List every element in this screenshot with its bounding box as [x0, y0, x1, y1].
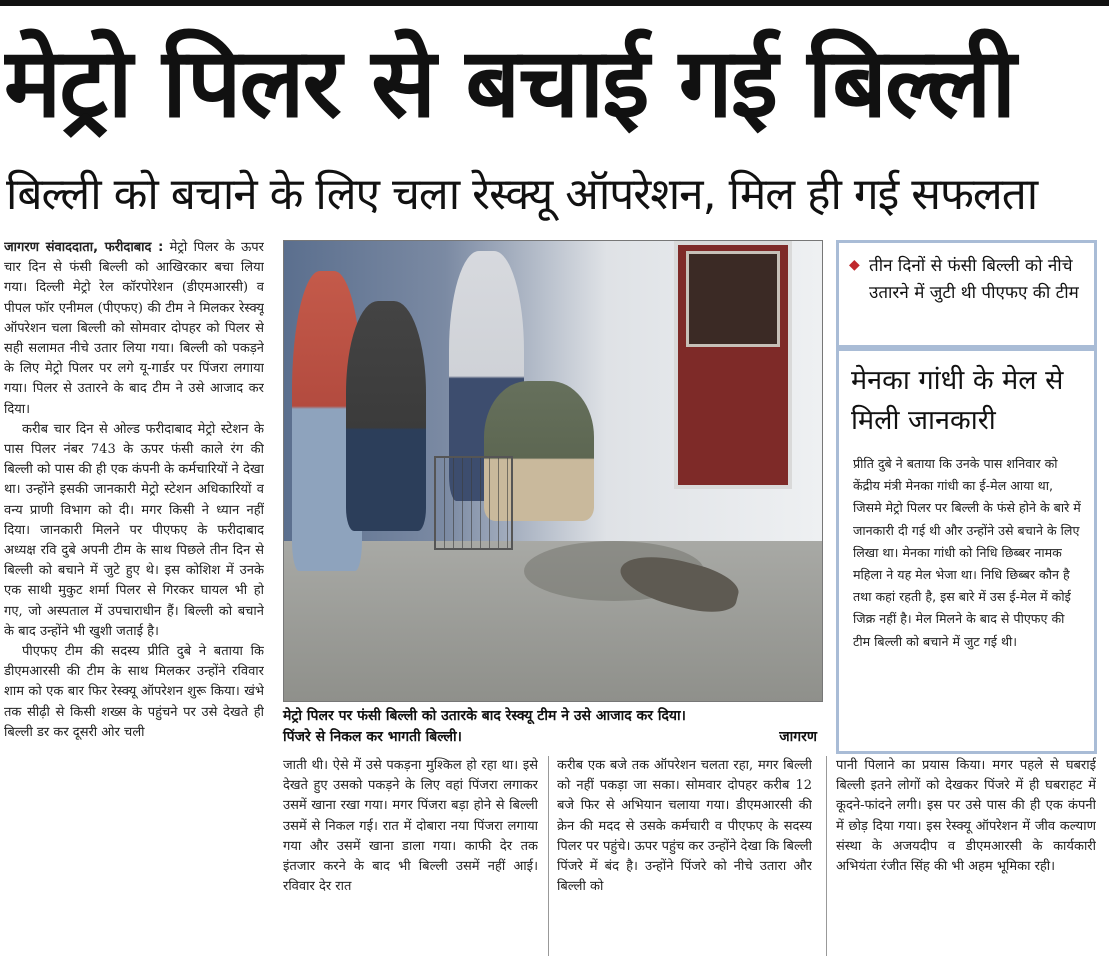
column-2-text: जाती थी। ऐसे में उसे पकड़ना मुश्किल हो रहा था। इसे देखते हुए उसको पकड़ने के लिए वहां पिंजरा लगाकर उसमें खाना रखा गया। मगर पिंजरा बड़ा होने से बिल्ली उसमें से निकल गई। रात में दोबारा नया पिंजरा लगाया गया और उसमें खाना डाला गया। काफी देर तक इंतजार करने के बाद भी बिल्ली उसमें नहीं आई। रविवार देर रात	[283, 758, 538, 895]
diamond-bullet-icon: ◆	[849, 257, 860, 273]
paragraph-3: पीएफए टीम की सदस्य प्रीति दुबे ने बताया कि डीएमआरसी की टीम के साथ मिलकर उन्होंने रविवार शाम को एक बार फिर रेस्क्यू ऑपरेशन शुरू किया। खंभे तक सीढ़ी से किसी शख्स के पहुंचने पर उसे देखते ही बिल्ली डर कर दूसरी ओर चली	[4, 644, 264, 740]
article-column-4	[836, 756, 1096, 961]
news-photo	[283, 240, 823, 702]
article-column-1	[4, 238, 264, 960]
photo-credit: जागरण	[779, 729, 817, 745]
column-4-text: पानी पिलाने का प्रयास किया। मगर पहले से घबराई बिल्ली इतने लोगों को देखकर पिंजरे में ही घबराहट में कूदने-फांदने लगी। इस पर उसे पास की ही एक कंपनी में छोड़ दिया गया। इस रेस्क्यू ऑपरेशन में जीव कल्याण संस्था के अजयदीप व डीएमआरसी के कार्यकारी अभियंता रंजीत सिंह की भी अहम भूमिका रही।	[836, 758, 1096, 875]
caption-line-2: पिंजरे से निकल कर भागती बिल्ली।	[283, 729, 462, 745]
column-divider	[826, 756, 827, 956]
photo-person-cap	[346, 301, 426, 531]
top-rule	[0, 0, 1109, 6]
paragraph-2: करीब चार दिन से ओल्ड फरीदाबाद मेट्रो स्टेशन के पास पिलर नंबर 743 के ऊपर फंसी काले रंग की बिल्ली को पास की ही एक कंपनी के कर्मचारियों ने देखा था। उन्होंने इसकी जानकारी मेट्रो स्टेशन अधिकारियों व वन्य प्राणी विभाग को दी। मगर किसी ने ध्यान नहीं दिया। जानकारी मिलने पर पीएफए के फरीदाबाद अध्यक्ष रवि दुबे अपनी टीम के साथ पिछले तीन दिन से बिल्ली को बचाने में जुटे हुए थे। इस कोशिश में उनके एक साथी मुकुट शर्मा पिलर से गिरकर घायल भी हो गए, जो अस्पताल में उपचाराधीन हैं। बिल्ली को बचाने के बाद उन्होंने भी खुशी जताई है।	[4, 421, 264, 639]
byline: जागरण संवाददाता, फरीदाबाद :	[4, 240, 164, 255]
sidebar-title: मेनका गांधी के मेल से मिली जानकारी	[851, 365, 1064, 436]
article-column-2	[283, 756, 538, 961]
photo-door-window	[686, 251, 780, 347]
column-3-text: करीब एक बजे तक ऑपरेशन चलता रहा, मगर बिल्ली को नहीं पकड़ा जा सका। सोमवार दोपहर करीब 12 बजे फिर से अभियान चलाया गया। डीएमआरसी की क्रेन की मदद से उसके कर्मचारी व पीएफए के सदस्य पिलर पर पहुंचे। ऊपर पहुंच कर उन्होंने देखा कि बिल्ली पिंजरे में बंद है। उन्होंने पिंजरे को नीचे उतारा और बिल्ली को	[557, 758, 812, 895]
headline: मेट्रो पिलर से बचाई गई बिल्ली	[4, 27, 1015, 139]
photo-caption	[283, 706, 821, 752]
highlight-text: तीन दिनों से फंसी बिल्ली को नीचे उतारने में जुटी थी पीएफए की टीम	[869, 256, 1079, 303]
photo-cage	[434, 456, 513, 550]
paragraph-1: मेट्रो पिलर के ऊपर चार दिन से फंसी बिल्ली को आखिरकार बचा लिया गया। दिल्ली मेट्रो रेल कॉरपोरेशन (डीएमआरसी) व पीपल फॉर एनीमल (पीएफए) की टीम ने मिलकर रेस्क्यू ऑपरेशन चला बिल्ली को सोमवार दोपहर को पिलर से सही सलामत नीचे उतार लिया गया। बिल्ली को पकड़ने के लिए मेट्रो पिलर पर लगे यू-गार्डर पर पिंजरा लगाया गया। पिलर से उतारने के बाद टीम ने उसे आजाद कर दिया।	[4, 240, 264, 417]
article-column-3	[557, 756, 812, 961]
column-divider	[548, 756, 549, 956]
sidebar-body: प्रीति दुबे ने बताया कि उनके पास शनिवार को केंद्रीय मंत्री मेनका गांधी का ई-मेल आया था, जिसमे मेट्रो पिलर पर बिल्ली के फंसे होने के बारे में जानकारी दी गई थी और उन्होंने उसे बचाने के लिए लिखा था। मेनका गांधी को निधि छिब्बर नामक महिला ने यह मेल भेजा था। निधि छिब्बर कौन है तथा कहां रहती है, इस बारे में उस ई-मेल में कोई जिक्र नहीं है। मेल मिलने के बाद से पीएफए की टीम बिल्ली को बचाने में जुट गई थी।	[853, 456, 1081, 649]
caption-line-1: मेट्रो पिलर पर फंसी बिल्ली को उतारके बाद रेस्क्यू टीम ने उसे आजाद कर दिया।	[283, 708, 686, 724]
subheadline: बिल्ली को बचाने के लिए चला रेस्क्यू ऑपरेशन, मिल ही गई सफलता	[6, 169, 1038, 220]
sidebar-box	[836, 348, 1097, 754]
highlight-box	[836, 240, 1097, 348]
